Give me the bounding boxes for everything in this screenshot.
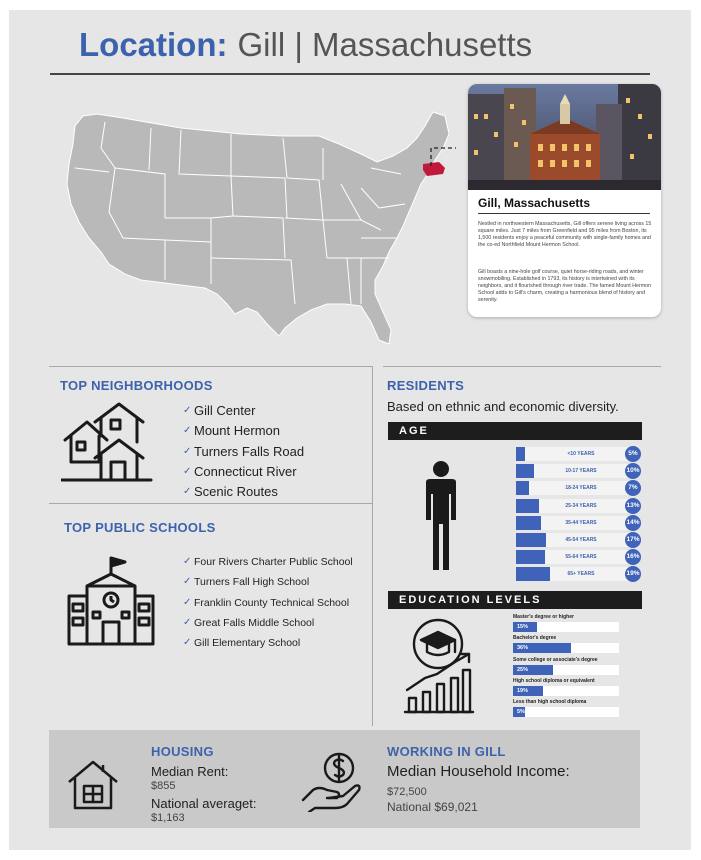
check-icon: ✓ xyxy=(183,486,192,498)
neighborhood-item: ✓ Scenic Routes xyxy=(183,482,304,502)
education-bar-pct: 25% xyxy=(517,666,529,673)
school-item: ✓ Gill Elementary School xyxy=(183,633,353,653)
residents-heading: RESIDENTS xyxy=(387,378,465,393)
neighborhood-item: ✓ Gill Center xyxy=(183,401,304,421)
age-bar-label: 65+ YEARS xyxy=(567,571,595,578)
education-bar-row xyxy=(513,699,623,717)
rent-label: Median Rent: xyxy=(151,764,229,779)
section-divider-mid xyxy=(49,503,373,504)
school-item: ✓ Four Rivers Charter Public School xyxy=(183,552,353,572)
us-map xyxy=(61,108,456,348)
education-bar-track xyxy=(513,707,619,717)
education-heading: EDUCATION LEVELS xyxy=(388,591,642,609)
house-icon xyxy=(67,758,119,810)
age-bar-pct: 10% xyxy=(625,463,641,479)
age-bar-pct: 14% xyxy=(625,515,641,531)
school-building-icon xyxy=(65,556,157,646)
check-icon: ✓ xyxy=(183,405,192,416)
education-bar-track xyxy=(513,686,619,696)
check-icon: ✓ xyxy=(183,556,192,567)
age-bar-label: 35-44 YEARS xyxy=(565,519,597,526)
age-bar-pct: 19% xyxy=(625,566,641,582)
page-title xyxy=(79,26,532,64)
age-bar xyxy=(516,464,534,478)
age-bar xyxy=(516,550,545,564)
education-bar-row xyxy=(513,635,623,653)
card-title: Gill, Massachusetts xyxy=(478,196,591,210)
check-icon: ✓ xyxy=(183,616,192,628)
residents-subtitle: Based on ethnic and economic diversity. xyxy=(387,399,619,414)
education-bar-track xyxy=(513,643,619,653)
education-bar-label: Less than high school diploma xyxy=(513,699,587,706)
age-bar xyxy=(516,567,550,581)
check-icon: ✓ xyxy=(183,576,192,588)
age-bar-label: 18-24 YEARS xyxy=(565,485,597,492)
check-icon: ✓ xyxy=(183,425,192,437)
school-list xyxy=(183,552,353,653)
age-bar-label: 55-64 YEARS xyxy=(565,554,597,561)
title-divider xyxy=(50,73,650,75)
education-bar-label: Master's degree or higher xyxy=(513,614,574,620)
age-bar-row xyxy=(516,516,642,530)
houses-icon xyxy=(61,400,153,484)
infographic-page xyxy=(9,10,691,850)
boston-photo xyxy=(468,84,661,190)
age-bar xyxy=(516,516,541,530)
title-city: Gill | Massachusetts xyxy=(237,26,533,63)
age-heading: AGE xyxy=(388,422,642,440)
section-divider-left xyxy=(49,366,373,367)
card-paragraph-1: Nestled in northwestern Massachusetts, Gill offers serene living across 15 square miles. Just 7 miles from Greenfield and 95 miles from Boston, its 1,500 residents enjoy a peaceful community with single-family homes and the co-ed Northfield Mount Hermon School. xyxy=(478,221,652,248)
national-rent-value: $1,163 xyxy=(151,812,185,824)
education-bar-pct: 36% xyxy=(517,645,529,652)
card-paragraph-2: Gill boasts a nine-hole golf course, quiet horse-riding roads, and winter snowmobiling. Established in 1793, its history is intertwined with its neighbors, and it flourished through river trade. The famed Mount Hermon School adds to Gill's charm, creating a harmonious blend of history and serenity. xyxy=(478,269,652,303)
age-bar-row xyxy=(516,481,642,495)
neighborhood-item: ✓ Turners Falls Road xyxy=(183,442,304,462)
national-rent-label: National averaget: xyxy=(151,796,257,811)
age-bar-pct: 13% xyxy=(625,498,641,514)
education-bar-row xyxy=(513,657,623,675)
age-bar-row xyxy=(516,550,642,564)
age-bar xyxy=(516,499,539,513)
age-bar-label: 25-34 YEARS xyxy=(565,502,597,509)
working-heading: WORKING IN GILL xyxy=(387,744,506,759)
age-bar-label: 10-17 YEARS xyxy=(565,468,597,475)
education-bar-label: Some college or associate's degree xyxy=(513,656,598,663)
age-bar-label: <10 YEARS xyxy=(567,451,595,457)
column-divider xyxy=(372,366,373,726)
section-divider-right xyxy=(383,366,661,367)
school-item: ✓ Great Falls Middle School xyxy=(183,613,353,633)
location-card xyxy=(468,84,661,317)
massachusetts-highlight xyxy=(423,162,445,176)
education-bar-pct: 5% xyxy=(517,709,525,716)
person-silhouette-icon xyxy=(418,460,464,572)
age-bar-pct: 7% xyxy=(625,480,641,496)
age-bar xyxy=(516,481,529,495)
city-photo-illustration xyxy=(468,84,661,190)
age-bar-row xyxy=(516,447,642,461)
check-icon: ✓ xyxy=(183,596,192,608)
age-bar-label: 45-54 YEARS xyxy=(565,537,597,543)
age-bar xyxy=(516,447,525,461)
neighborhood-list xyxy=(183,401,304,502)
housing-heading: HOUSING xyxy=(151,744,214,759)
check-icon: ✓ xyxy=(183,445,192,457)
age-bar-pct: 16% xyxy=(625,549,641,565)
rent-value: $855 xyxy=(151,780,176,792)
age-bar-pct: 17% xyxy=(625,532,641,548)
graduation-growth-icon xyxy=(403,612,475,716)
title-label: Location: xyxy=(79,26,228,63)
card-divider xyxy=(478,213,650,214)
education-bar-row xyxy=(513,614,623,632)
school-item: ✓ Franklin County Technical School xyxy=(183,593,353,613)
school-item: ✓ Turners Fall High School xyxy=(183,572,353,592)
national-income: National $69,021 xyxy=(387,800,478,814)
money-hand-icon xyxy=(301,750,363,812)
age-bar-row xyxy=(516,533,642,547)
check-icon: ✓ xyxy=(183,465,192,477)
education-bar-pct: 15% xyxy=(517,624,529,630)
check-icon: ✓ xyxy=(183,637,192,649)
education-bar-label: Bachelor's degree xyxy=(513,635,557,642)
income-label: Median Household Income: xyxy=(387,763,570,780)
schools-heading: TOP PUBLIC SCHOOLS xyxy=(64,520,216,535)
education-bar-label: High school diploma or equivalent xyxy=(513,677,595,684)
education-bar-track xyxy=(513,622,619,632)
neighborhood-item: ✓ Connecticut River xyxy=(183,462,304,482)
age-bar xyxy=(516,533,546,547)
education-bar-track xyxy=(513,665,619,675)
income-value: $72,500 xyxy=(387,786,427,798)
us-outline xyxy=(67,112,449,344)
neighborhood-item: ✓ Mount Hermon xyxy=(183,421,304,441)
education-bar-pct: 19% xyxy=(517,687,529,694)
neighborhoods-heading: TOP NEIGHBORHOODS xyxy=(60,378,213,393)
age-bar-row xyxy=(516,464,642,478)
age-bar-row xyxy=(516,499,642,513)
education-bar-row xyxy=(513,678,623,696)
age-bar-pct: 5% xyxy=(625,446,641,462)
age-bar-row xyxy=(516,567,642,581)
